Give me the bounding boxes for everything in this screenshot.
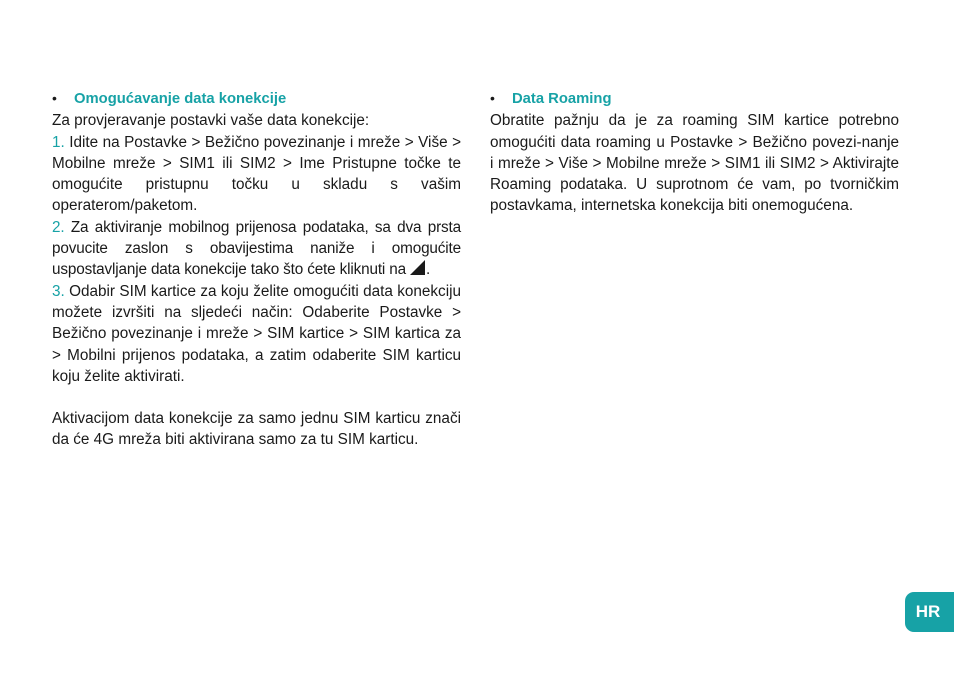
- step-text: Odabir SIM kartice za koju želite omogućiti data konekciju možete izvršiti na sljedeći način: Odaberite Postavke > Bežično povezinanje i mreže > SIM kartice > SIM kartica za > Mobilni prijenos podataka, a zatim odaberite SIM karticu koju želite aktivirati.: [52, 282, 461, 385]
- heading-text: Data Roaming: [512, 91, 612, 107]
- note-paragraph: Aktivacijom data konekcije za samo jednu SIM karticu znači da će 4G mreža biti aktivirana samo za tu SIM karticu.: [52, 410, 461, 449]
- step-number: 1.: [52, 133, 65, 151]
- intro-paragraph: Za provjeravanje postavki vaše data konekcije:: [52, 112, 370, 130]
- section-heading-data-roaming: [490, 88, 899, 110]
- mobile-signal-icon: [409, 259, 426, 276]
- step-number: 3.: [52, 282, 65, 300]
- language-tab-label: HR: [915, 602, 941, 621]
- spacer: [52, 387, 461, 408]
- right-column: [490, 88, 899, 217]
- bullet-icon: •: [490, 90, 495, 106]
- section-heading-data-connection: [52, 88, 461, 110]
- bullet-icon: •: [52, 90, 57, 106]
- step-number: 2.: [52, 218, 65, 236]
- left-column: [52, 88, 461, 451]
- step-2: [52, 217, 461, 281]
- roaming-paragraph: Obratite pažnju da je za roaming SIM kartice potrebno omogućiti data roaming u Postavke > Bežično povezi-nanje i mreže > Više > Mobilne mreže > SIM1 ili SIM2 > Aktivirajte Roaming podataka. U suprotnom će vam, po tvorničkim postavkama, internetska konekcija biti onemogućena.: [490, 112, 899, 215]
- step-text: Za aktiviranje mobilnog prijenosa podataka, sa dva prsta povucite zaslon s obavijestima naniže i omogućite uspostavljanje data konekcije tako što ćete kliknuti na: [52, 218, 461, 279]
- heading-text: Omogućavanje data konekcije: [74, 91, 287, 107]
- step-3: [52, 281, 461, 387]
- step-text-end: .: [426, 261, 431, 279]
- step-1: [52, 132, 461, 217]
- step-text: Idite na Postavke > Bežično povezinanje i mreže > Više > Mobilne mreže > SIM1 ili SIM2 > Ime Pristupne točke te omogućite pristupnu točku u skladu s vašim operaterom/paketom.: [52, 133, 461, 215]
